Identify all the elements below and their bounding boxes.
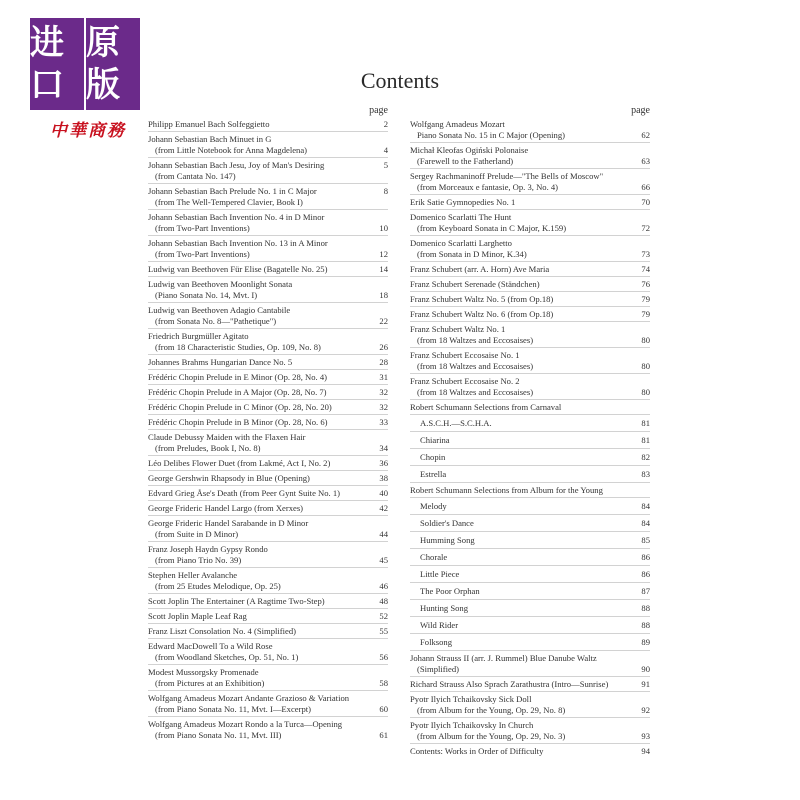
toc-page-number: 63 — [641, 155, 650, 166]
toc-page-number: 70 — [641, 196, 650, 207]
toc-entry-source: (from Album for the Young, Op. 29, No. 8) — [417, 704, 566, 715]
toc-entry — [410, 717, 650, 743]
toc-entry-source: (from Little Notebook for Anna Magdelena) — [155, 144, 308, 155]
toc-entry — [410, 261, 650, 276]
toc-page-number: 31 — [379, 371, 388, 382]
toc-entry — [148, 485, 388, 500]
toc-entry-source: (from 18 Waltzes and Eccosaises) — [417, 334, 534, 345]
toc-sub-entry — [410, 514, 650, 531]
toc-page-number: 38 — [379, 472, 388, 483]
toc-page-number: 14 — [379, 263, 388, 274]
toc-entry-title: Franz Schubert Waltz No. 1 — [410, 323, 506, 334]
contents-list-right — [410, 117, 650, 758]
toc-entry-title: Domenico Scarlatti The Hunt — [410, 211, 512, 222]
toc-sub-entry-title: Soldier's Dance — [420, 517, 474, 528]
toc-entry-title: Franz Schubert Eccosaise No. 2 — [410, 375, 520, 386]
toc-entry-title: George Gershwin Rhapsody in Blue (Opening) — [148, 472, 310, 483]
toc-page-number: 61 — [379, 729, 388, 740]
toc-page-number: 81 — [641, 434, 650, 445]
toc-entry-title: Robert Schumann Selections from Carnaval — [410, 401, 562, 412]
toc-sub-entry — [410, 582, 650, 599]
toc-page-number: 40 — [379, 487, 388, 498]
toc-entry-title: Frédéric Chopin Prelude in B Minor (Op. 28, No. 6) — [148, 416, 328, 427]
toc-entry-source: Piano Sonata No. 15 in C Major (Opening) — [417, 129, 565, 140]
toc-entry-title: Wolfgang Amadeus Mozart — [410, 118, 505, 129]
toc-entry-title: Franz Schubert (arr. A. Horn) Ave Maria — [410, 263, 550, 274]
toc-entry — [410, 117, 650, 142]
toc-entry — [148, 276, 388, 302]
toc-page-number: 80 — [641, 386, 650, 397]
toc-entry — [148, 500, 388, 515]
toc-sub-entry — [410, 565, 650, 582]
toc-page-number: 84 — [641, 500, 650, 511]
toc-entry-source: (from 18 Characteristic Studies, Op. 109, No. 8) — [155, 341, 321, 352]
toc-entry-source: (from Preludes, Book I, No. 8) — [155, 442, 261, 453]
toc-entry — [410, 321, 650, 347]
toc-entry-title: Scott Joplin The Entertainer (A Ragtime Two-Step) — [148, 595, 325, 606]
logo-tagline: 中華商務 — [50, 121, 126, 141]
toc-page-number: 93 — [641, 730, 650, 741]
toc-page-number: 26 — [379, 341, 388, 352]
toc-sub-entry-title: Melody — [420, 500, 447, 511]
logo-box-import — [30, 18, 84, 110]
toc-page-number: 73 — [641, 248, 650, 259]
toc-entry — [410, 743, 650, 758]
toc-page-number: 79 — [641, 308, 650, 319]
toc-entry-title: Wolfgang Amadeus Mozart Andante Grazioso & Variation — [148, 692, 350, 703]
toc-entry-title: Modest Mussorgsky Promenade — [148, 666, 259, 677]
toc-entry-source: (Farewell to the Fatherland) — [417, 155, 514, 166]
toc-page-number: 62 — [641, 129, 650, 140]
toc-entry-source: (Piano Sonata No. 14, Mvt. I) — [155, 289, 258, 300]
toc-entry-title: Scott Joplin Maple Leaf Rag — [148, 610, 247, 621]
toc-page-number: 81 — [641, 417, 650, 428]
toc-page-number: 84 — [641, 517, 650, 528]
toc-entry-title: Franz Schubert Serenade (Ständchen) — [410, 278, 540, 289]
toc-entry — [148, 664, 388, 690]
toc-sub-entry-title: Chopin — [420, 451, 446, 462]
toc-page-number: 87 — [641, 585, 650, 596]
page-title: Contents — [360, 68, 440, 93]
toc-page-number: 74 — [641, 263, 650, 274]
toc-page-number: 48 — [379, 595, 388, 606]
contents-list-left — [148, 117, 388, 742]
toc-entry-title: Johann Sebastian Bach Jesu, Joy of Man's Desiring — [148, 159, 325, 170]
toc-entry-title: Erik Satie Gymnopedies No. 1 — [410, 196, 516, 207]
toc-page-number: 45 — [379, 554, 388, 565]
toc-entry-title: Johann Sebastian Bach Minuet in G — [148, 133, 272, 144]
toc-entry-source: (from Keyboard Sonata in C Major, K.159) — [417, 222, 567, 233]
toc-page-number: 89 — [641, 636, 650, 647]
toc-sub-entry — [410, 448, 650, 465]
toc-page-number: 66 — [641, 181, 650, 192]
toc-sub-entry-title: Humming Song — [420, 534, 475, 545]
toc-entry — [148, 429, 388, 455]
toc-sub-entry — [410, 599, 650, 616]
toc-entry-title: George Frideric Handel Largo (from Xerxes) — [148, 502, 304, 513]
toc-entry-title: Franz Joseph Haydn Gypsy Rondo — [148, 543, 268, 554]
toc-entry — [410, 347, 650, 373]
toc-page-number: 88 — [641, 602, 650, 613]
toc-entry — [410, 235, 650, 261]
toc-entry — [148, 515, 388, 541]
toc-entry — [410, 482, 650, 497]
toc-entry — [410, 194, 650, 209]
toc-entry-title: Pyotr Ilyich Tchaikovsky Sick Doll — [410, 693, 532, 704]
toc-entry-title: Friedrich Burgmüller Agitato — [148, 330, 249, 341]
toc-entry — [148, 328, 388, 354]
toc-page-number: 55 — [379, 625, 388, 636]
toc-entry-source: (from Cantata No. 147) — [155, 170, 236, 181]
toc-entry — [148, 716, 388, 742]
toc-page-number: 34 — [379, 442, 388, 453]
toc-page-number: 80 — [641, 334, 650, 345]
toc-entry-title: Johann Sebastian Bach Invention No. 4 in D Minor — [148, 211, 325, 222]
toc-entry-title: Domenico Scarlatti Larghetto — [410, 237, 512, 248]
toc-page-number: 60 — [379, 703, 388, 714]
toc-entry-title: Pyotr Ilyich Tchaikovsky In Church — [410, 719, 534, 730]
toc-entry — [148, 117, 388, 131]
contents-column-left — [148, 104, 388, 742]
toc-entry-source: (from Woodland Sketches, Op. 51, No. 1) — [155, 651, 299, 662]
toc-entry-source: (from The Well-Tempered Clavier, Book I) — [155, 196, 303, 207]
toc-entry — [410, 291, 650, 306]
toc-entry-title: Johann Sebastian Bach Invention No. 13 in A Minor — [148, 237, 328, 248]
toc-page-number: 36 — [379, 457, 388, 468]
toc-entry — [148, 623, 388, 638]
toc-entry-title: Philipp Emanuel Bach Solfeggietto — [148, 118, 270, 129]
toc-entry — [410, 399, 650, 414]
toc-sub-entry — [410, 431, 650, 448]
toc-page-number: 8 — [383, 185, 388, 196]
toc-page-number: 58 — [379, 677, 388, 688]
toc-entry-title: Franz Schubert Waltz No. 6 (from Op.18) — [410, 308, 554, 319]
toc-sub-entry-title: A.S.C.H.—S.C.H.A. — [420, 417, 492, 428]
toc-entry-source: (from Piano Trio No. 39) — [155, 554, 242, 565]
toc-sub-entry — [410, 414, 650, 431]
toc-page-number: 79 — [641, 293, 650, 304]
toc-entry-title: Contents: Works in Order of Difficulty — [410, 745, 544, 756]
toc-entry-source: (from Pictures at an Exhibition) — [155, 677, 265, 688]
toc-sub-entry-title: Folksong — [420, 636, 452, 647]
toc-page-number: 88 — [641, 619, 650, 630]
toc-entry-source: (Simplified) — [417, 663, 460, 674]
toc-entry-title: Claude Debussy Maiden with the Flaxen Hair — [148, 431, 306, 442]
toc-entry-source: (from Piano Sonata No. 11, Mvt. III) — [155, 729, 282, 740]
toc-entry-title: Frédéric Chopin Prelude in E Minor (Op. 28, No. 4) — [148, 371, 328, 382]
toc-page-number: 42 — [379, 502, 388, 513]
toc-entry — [410, 650, 650, 676]
toc-page-number: 46 — [379, 580, 388, 591]
page-column-label: page — [631, 105, 650, 116]
toc-sub-entry-title: Estrella — [420, 468, 447, 479]
toc-sub-entry-title: Chorale — [420, 551, 448, 562]
toc-entry — [148, 414, 388, 429]
toc-entry-source: (from Morceaux e fantasie, Op. 3, No. 4) — [417, 181, 559, 192]
toc-entry — [148, 261, 388, 276]
toc-entry-source: (from Piano Sonata No. 11, Mvt. I—Excerpt) — [155, 703, 312, 714]
toc-sub-entry-title: Wild Rider — [420, 619, 459, 630]
toc-entry — [148, 209, 388, 235]
toc-sub-entry — [410, 616, 650, 633]
toc-entry — [148, 399, 388, 414]
toc-page-number: 12 — [379, 248, 388, 259]
toc-page-number: 18 — [379, 289, 388, 300]
toc-entry-title: Ludwig van Beethoven Adagio Cantabile — [148, 304, 291, 315]
toc-sub-entry — [410, 633, 650, 650]
toc-page-number: 85 — [641, 534, 650, 545]
logo-text-original: 原版 — [86, 23, 120, 105]
toc-entry-title: Ludwig van Beethoven Moonlight Sonata — [148, 278, 293, 289]
toc-page-number: 44 — [379, 528, 388, 539]
toc-entry-title: Frédéric Chopin Prelude in A Major (Op. 28, No. 7) — [148, 386, 327, 397]
toc-entry — [148, 131, 388, 157]
toc-entry — [148, 541, 388, 567]
toc-entry — [148, 235, 388, 261]
toc-entry-title: Wolfgang Amadeus Mozart Rondo a la Turca—Opening — [148, 718, 343, 729]
toc-page-number: 22 — [379, 315, 388, 326]
toc-page-number: 2 — [383, 118, 388, 129]
toc-entry-source: (from 18 Waltzes and Eccosaises) — [417, 360, 534, 371]
toc-page-number: 5 — [383, 159, 388, 170]
toc-page-number: 91 — [641, 678, 650, 689]
toc-entry-source: (from Album for the Young, Op. 29, No. 3) — [417, 730, 566, 741]
toc-page-number: 56 — [379, 651, 388, 662]
toc-entry — [410, 306, 650, 321]
toc-page-number: 92 — [641, 704, 650, 715]
toc-sub-entry-title: Little Piece — [420, 568, 460, 579]
toc-entry-title: Edvard Grieg Åse's Death (from Peer Gynt Suite No. 1) — [148, 487, 340, 498]
logo-box-original — [86, 18, 140, 110]
toc-entry — [148, 384, 388, 399]
toc-page-number: 72 — [641, 222, 650, 233]
toc-page-number: 90 — [641, 663, 650, 674]
toc-entry — [148, 354, 388, 369]
toc-page-number: 52 — [379, 610, 388, 621]
toc-entry — [148, 470, 388, 485]
toc-entry — [410, 142, 650, 168]
toc-entry-title: Franz Liszt Consolation No. 4 (Simplified) — [148, 625, 296, 636]
toc-page-number: 82 — [641, 451, 650, 462]
toc-entry-title: Richard Strauss Also Sprach Zarathustra (Intro—Sunrise) — [410, 678, 609, 689]
toc-entry-source: (from Suite in D Minor) — [155, 528, 239, 539]
toc-entry-source: (from 18 Waltzes and Eccosaises) — [417, 386, 534, 397]
toc-entry — [148, 567, 388, 593]
toc-entry-source: (from 25 Etudes Melodique, Op. 25) — [155, 580, 281, 591]
toc-entry — [410, 209, 650, 235]
toc-sub-entry-title: The Poor Orphan — [420, 585, 480, 596]
toc-entry-title: Sergey Rachmaninoff Prelude—"The Bells of Moscow" — [410, 170, 604, 181]
toc-entry — [410, 373, 650, 399]
toc-page-number: 4 — [383, 144, 388, 155]
toc-entry — [410, 168, 650, 194]
toc-entry — [148, 157, 388, 183]
toc-sub-entry — [410, 465, 650, 482]
toc-entry — [410, 691, 650, 717]
toc-page-number: 10 — [379, 222, 388, 233]
toc-entry-source: (from Two-Part Inventions) — [155, 248, 250, 259]
toc-entry-title: Frédéric Chopin Prelude in C Minor (Op. 28, No. 20) — [148, 401, 332, 412]
toc-entry-title: Robert Schumann Selections from Album for the Young — [410, 484, 603, 495]
toc-entry — [148, 302, 388, 328]
toc-entry-title: Franz Schubert Eccosaise No. 1 — [410, 349, 520, 360]
toc-sub-entry-title: Chiarina — [420, 434, 450, 445]
toc-page-number: 32 — [379, 386, 388, 397]
toc-page-number: 86 — [641, 568, 650, 579]
toc-entry-title: Stephen Heller Avalanche — [148, 569, 238, 580]
toc-page-number: 80 — [641, 360, 650, 371]
toc-entry-source: (from Sonata No. 8—"Pathetique") — [155, 315, 277, 326]
toc-page-number: 94 — [641, 745, 650, 756]
toc-entry — [148, 183, 388, 209]
toc-page-number: 86 — [641, 551, 650, 562]
toc-entry — [148, 608, 388, 623]
toc-entry-title: Edward MacDowell To a Wild Rose — [148, 640, 273, 651]
toc-page-number: 76 — [641, 278, 650, 289]
toc-sub-entry — [410, 548, 650, 565]
toc-entry-title: George Frideric Handel Sarabande in D Minor — [148, 517, 309, 528]
toc-entry — [410, 676, 650, 691]
toc-entry-title: Johann Sebastian Bach Prelude No. 1 in C Major — [148, 185, 317, 196]
toc-entry — [410, 276, 650, 291]
toc-entry-title: Johann Strauss II (arr. J. Rummel) Blue Danube Waltz — [410, 652, 597, 663]
toc-entry — [148, 593, 388, 608]
toc-sub-entry-title: Hunting Song — [420, 602, 468, 613]
toc-page-number: 32 — [379, 401, 388, 412]
toc-entry-title: Franz Schubert Waltz No. 5 (from Op.18) — [410, 293, 554, 304]
toc-entry — [148, 369, 388, 384]
toc-sub-entry — [410, 531, 650, 548]
page-column-label: page — [369, 105, 388, 116]
toc-entry-source: (from Two-Part Inventions) — [155, 222, 250, 233]
toc-page-number: 28 — [379, 356, 388, 367]
toc-page-number: 83 — [641, 468, 650, 479]
toc-entry-title: Ludwig van Beethoven Für Elise (Bagatelle No. 25) — [148, 263, 328, 274]
logo-text-import: 进口 — [30, 23, 64, 105]
toc-page-number: 33 — [379, 416, 388, 427]
toc-entry-title: Johannes Brahms Hungarian Dance No. 5 — [148, 356, 293, 367]
toc-entry-title: Léo Delibes Flower Duet (from Lakmé, Act I, No. 2) — [148, 457, 331, 468]
toc-sub-entry — [410, 497, 650, 514]
toc-entry — [148, 690, 388, 716]
toc-entry — [148, 638, 388, 664]
contents-column-right — [410, 104, 650, 758]
toc-entry — [148, 455, 388, 470]
toc-entry-title: Michał Kleofas Ogiński Polonaise — [410, 144, 529, 155]
toc-entry-source: (from Sonata in D Minor, K.34) — [417, 248, 527, 259]
